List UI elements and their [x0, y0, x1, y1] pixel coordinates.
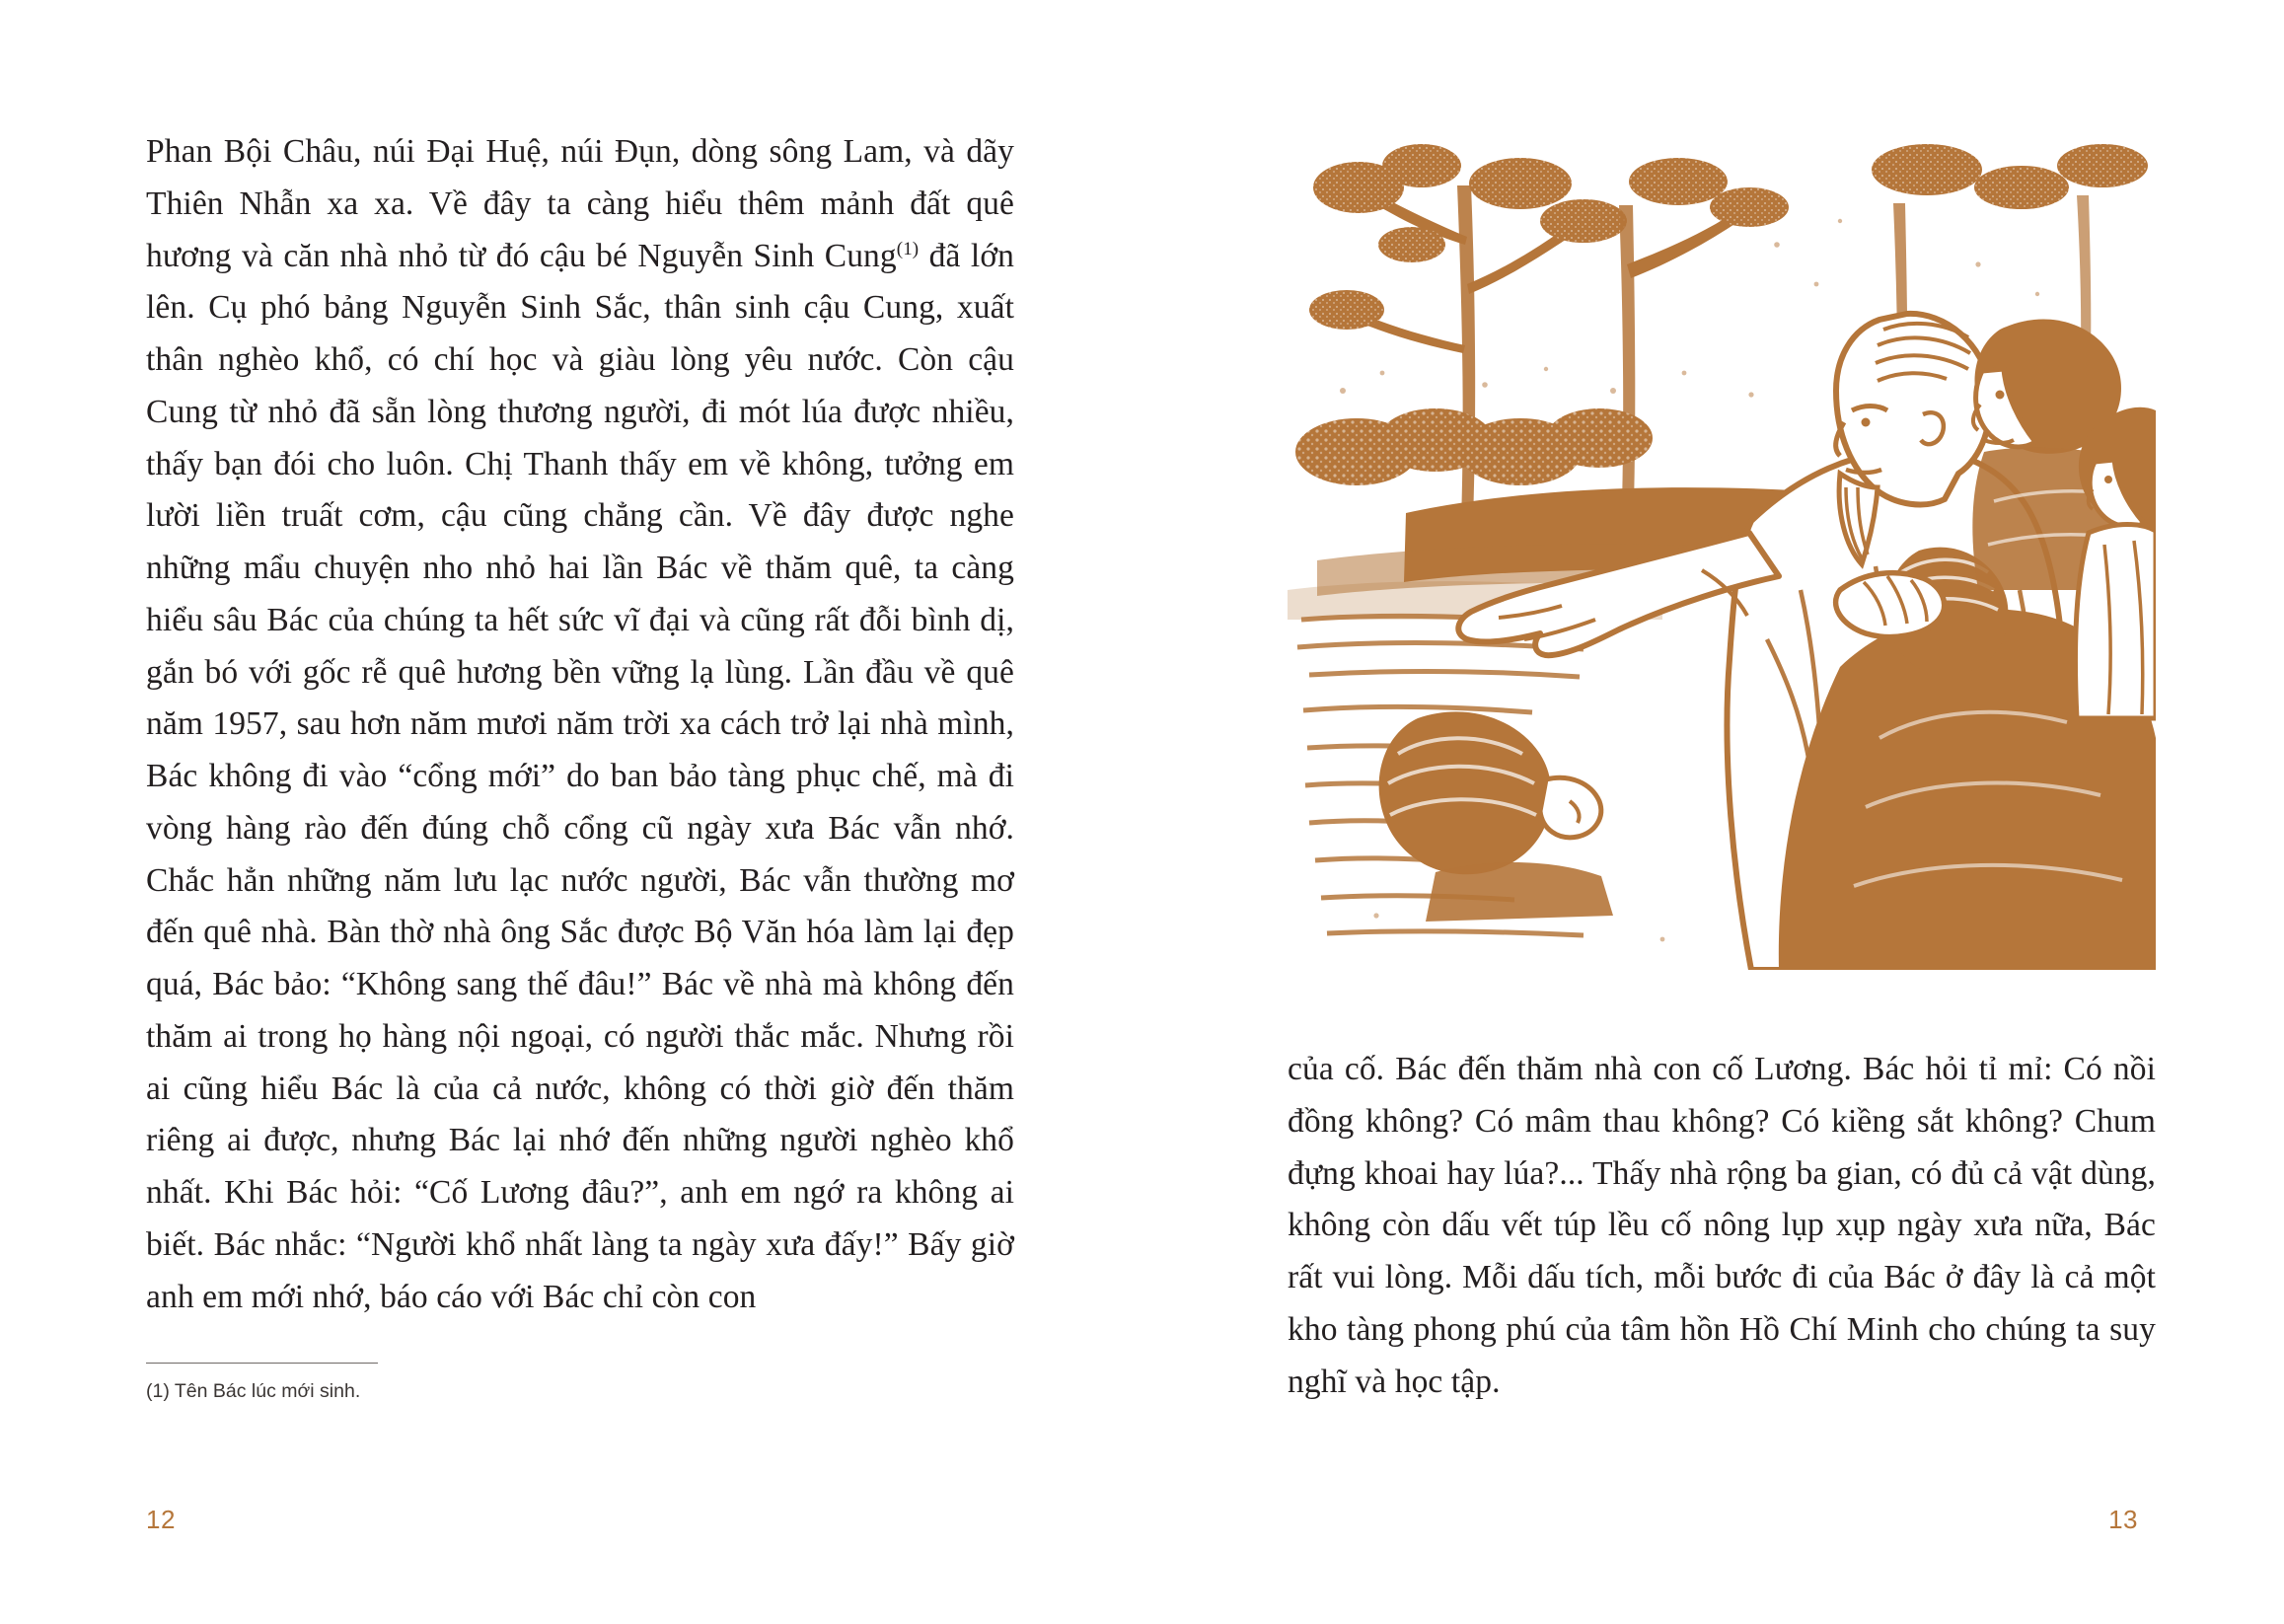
woodcut-illustration-ho-chi-minh-with-children: [1288, 126, 2156, 970]
right-page-body-text: của cố. Bác đến thăm nhà con cố Lương. Bác hỏi tỉ mỉ: Có nồi đồng không? Có mâm thau không? Có kiềng sắt không? Chum đựng khoai hay lúa?... Thấy nhà rộng ba gian, có đủ cả vật dùng, không còn dấu vết túp lều cố nông lụp xụp ngày xưa nữa, Bác rất vui lòng. Mỗi dấu tích, mỗi bước đi của Bác ở đây là cả một kho tàng phong phú của tâm hồn Hồ Chí Minh cho chúng ta suy nghĩ và học tập.: [1288, 1051, 2156, 1400]
footnote-divider: [146, 1363, 378, 1364]
left-page-body-text: [146, 126, 1014, 1323]
footnote-block: [146, 1363, 1014, 1405]
page-number-left: 12: [146, 1505, 176, 1534]
footnote-reference-marker: (1): [896, 238, 920, 259]
footnote-text: (1) Tên Bác lúc mới sinh.: [146, 1379, 361, 1402]
page-right: [1142, 0, 2284, 1624]
left-paragraph-part1: Phan Bội Châu, núi Đại Huệ, núi Đụn, dòng sông Lam, và dãy Thiên Nhẫn xa xa. Về đây ta càng hiểu thêm mảnh đất quê hương và căn nhà nhỏ từ đó cậu bé Nguyễn Sinh Cung: [146, 133, 1014, 274]
left-paragraph-part2: đã lớn lên. Cụ phó bảng Nguyễn Sinh Sắc, thân sinh cậu Cung, xuất thân nghèo khổ, có chí học và giàu lòng yêu nước. Còn cậu Cung từ nhỏ đã sẵn lòng thương người, đi mót lúa được nhiều, thấy bạn đói cho luôn. Chị Thanh thấy em về không, tưởng em lười liền truất cơm, cậu cũng chẳng cần. Về đây được nghe những mẩu chuyện nho nhỏ hai lần Bác về thăm quê, ta càng hiểu sâu Bác của chúng ta hết sức vĩ đại và cũng rất đỗi bình dị, gắn bó với gốc rễ quê hương bền vững lạ lùng. Lần đầu về quê năm 1957, sau hơn năm mươi năm trời xa cách trở lại nhà mình, Bác không đi vào “cổng mới” do ban bảo tàng phục chế, mà đi vòng hàng rào đến đúng chỗ cổng cũ ngày xưa Bác vẫn nhớ. Chắc hẳn những năm lưu lạc nước người, Bác vẫn thường mơ đến quê nhà. Bàn thờ nhà ông Sắc được Bộ Văn hóa làm lại đẹp quá, Bác bảo: “Không sang thế đâu!” Bác về nhà mà không đến thăm ai trong họ hàng nội ngoại, có người thắc mắc. Nhưng rồi ai cũng hiểu Bác là của cả nước, không có thời giờ đến thăm riêng ai được, nhưng Bác lại nhớ đến những người nghèo khổ nhất. Khi Bác hỏi: “Cố Lương đâu?”, anh em ngớ ra không ai biết. Bác nhắc: “Người khổ nhất làng ta ngày xưa đấy!” Bấy giờ anh em mới nhớ, báo cáo với Bác chỉ còn con: [146, 237, 1015, 1315]
page-number-right: 13: [2108, 1505, 2138, 1534]
illustration-container: [1288, 126, 2156, 970]
